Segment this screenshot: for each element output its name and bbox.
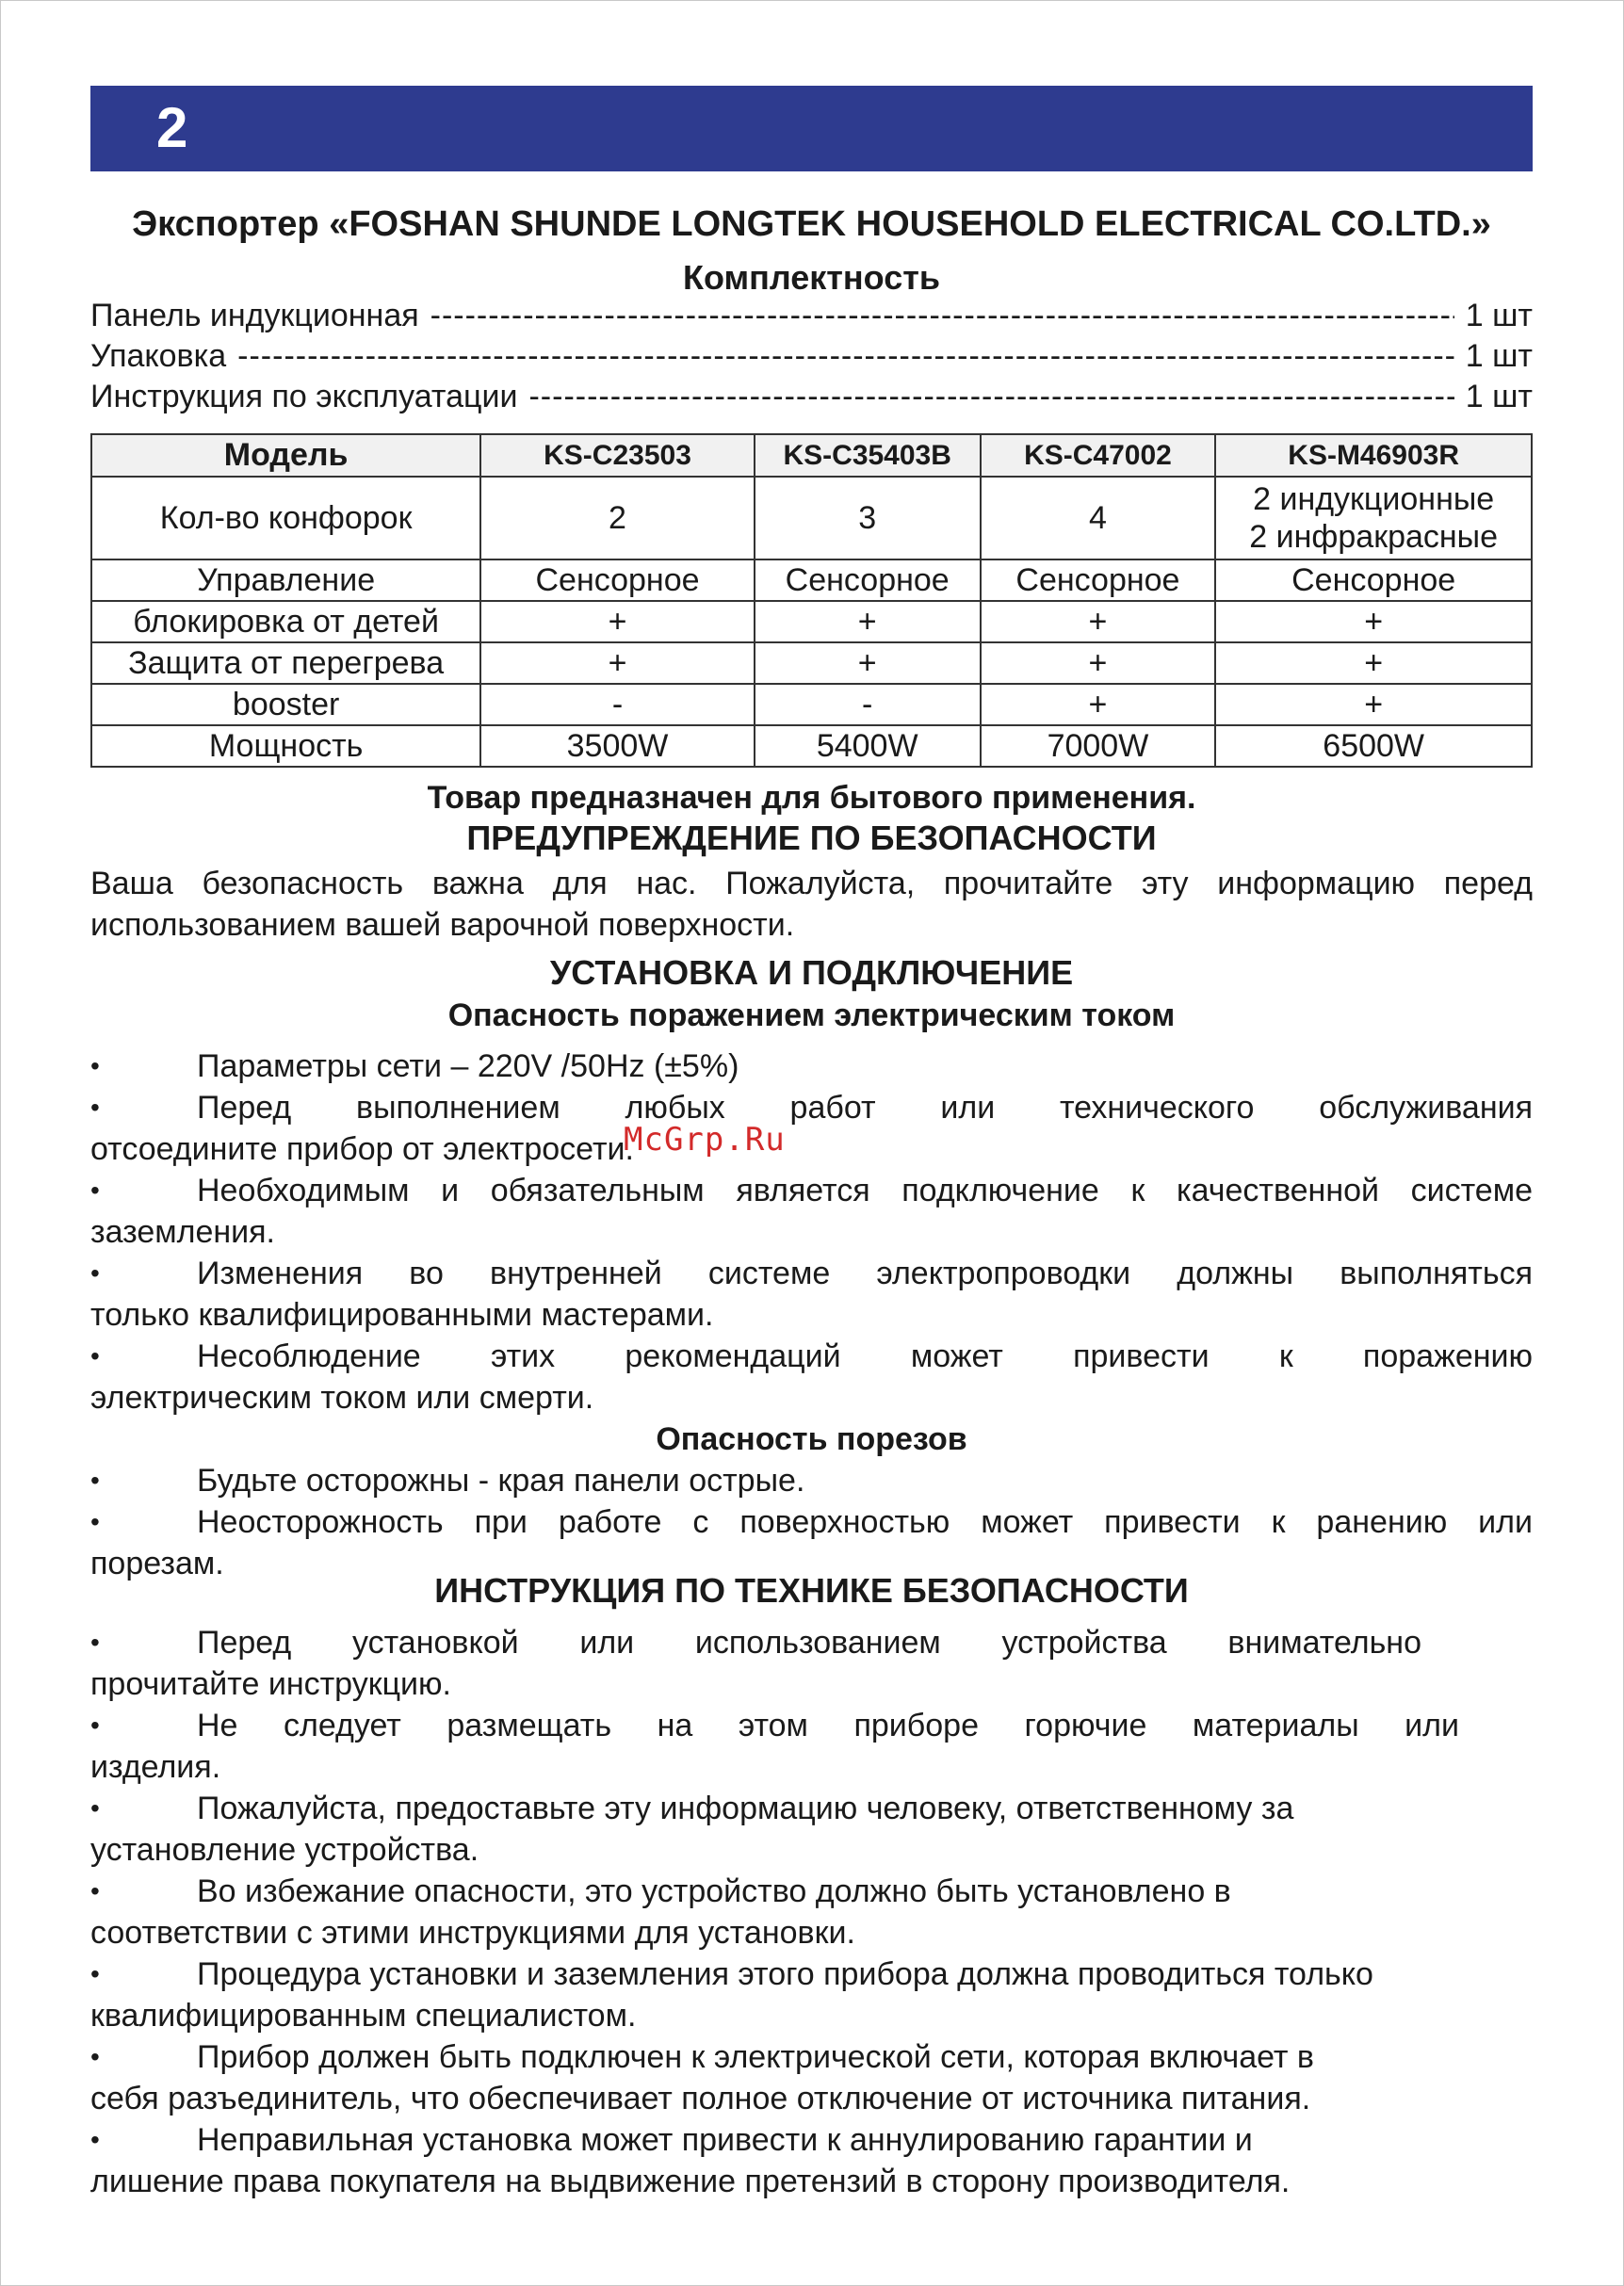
list-item-line: лишение права покупателя на выдвижение претензий в сторону производителя.	[90, 2164, 1291, 2199]
safety-warning-title: ПРЕДУПРЕЖДЕНИЕ ПО БЕЗОПАСНОСТИ	[466, 819, 1157, 857]
bullet: •	[90, 1093, 100, 1122]
spec-header-cell: KS-C47002	[981, 434, 1216, 477]
spec-row	[91, 559, 1532, 601]
spec-header-cell: KS-M46903R	[1215, 434, 1532, 477]
electric-hazard-title: Опасность поражением электрическим током	[447, 997, 1176, 1033]
spec-cell: +	[981, 601, 1216, 642]
list-item-line: Неправильная установка может привести к аннулированию гарантии и	[197, 2122, 1253, 2158]
kit-item-name: Инструкция по эксплуатации	[90, 379, 518, 414]
spec-cell: Сенсорное	[1215, 559, 1532, 601]
kit-title: Комплектность	[683, 258, 940, 297]
list-item-line: прочитайте инструкцию.	[90, 1666, 451, 1702]
bullet: •	[90, 1710, 100, 1740]
spec-row	[91, 477, 1532, 559]
list-item-line: Пожалуйста, предоставьте эту информацию человеку, ответственному за	[197, 1791, 1294, 1826]
list-item	[90, 1622, 1533, 1705]
list-item-line: соответствии с этими инструкциями для установки.	[90, 1915, 855, 1951]
leader-dots	[430, 297, 1454, 334]
spec-row	[91, 684, 1532, 725]
spec-row	[91, 725, 1532, 767]
list-item-line: порезам.	[90, 1546, 224, 1581]
safety-warning-text	[90, 863, 1533, 946]
list-item-line: Процедура установки и заземления этого прибора должна проводиться только	[197, 1956, 1373, 1992]
cut-hazard-title: Опасность порезов	[656, 1421, 967, 1457]
list-item	[90, 1705, 1533, 1788]
spec-row-label: Управление	[91, 559, 480, 601]
bullet: •	[90, 2042, 100, 2071]
bullet: •	[90, 1258, 100, 1288]
bullet: •	[90, 1341, 100, 1370]
list-item-line: Неосторожность при работе с поверхностью может привести к ранению или	[197, 1504, 1533, 1540]
text-line: использованием вашей варочной поверхности.	[90, 907, 795, 943]
list-item-line: квалифицированным специалистом.	[90, 1998, 637, 2034]
spec-cell: +	[981, 684, 1216, 725]
spec-row-label: Защита от перегрева	[91, 642, 480, 684]
spec-table	[90, 433, 1533, 768]
bullet: •	[90, 1628, 100, 1657]
spec-cell: +	[981, 642, 1216, 684]
spec-cell: +	[1215, 601, 1532, 642]
spec-row-label: Кол-во конфорок	[91, 477, 480, 559]
spec-cell: Сенсорное	[981, 559, 1216, 601]
watermark: McGrp.Ru	[624, 1121, 786, 1159]
list-item	[90, 1788, 1533, 1871]
bullet: •	[90, 1959, 100, 1988]
spec-row-label: блокировка от детей	[91, 601, 480, 642]
list-item-line: электрическим током или смерти.	[90, 1380, 594, 1416]
list-item	[90, 1253, 1533, 1336]
kit-item-name: Упаковка	[90, 338, 227, 374]
list-item-line: Во избежание опасности, это устройство должно быть установлено в	[197, 1873, 1231, 1909]
spec-cell: 5400W	[755, 725, 981, 767]
list-item-text: Параметры сети – 220V /50Hz (±5%)	[197, 1048, 739, 1084]
spec-header-cell: Модель	[91, 434, 480, 477]
kit-item	[90, 297, 1533, 334]
header-bar	[90, 86, 1533, 171]
spec-cell: Сенсорное	[755, 559, 981, 601]
list-item-line: Необходимым и обязательным является подключение к качественной системе	[197, 1173, 1533, 1208]
spec-cell: 7000W	[981, 725, 1216, 767]
list-item-line: только квалифицированными мастерами.	[90, 1297, 714, 1333]
spec-cell: -	[755, 684, 981, 725]
kit-item	[90, 378, 1533, 415]
spec-cell: Сенсорное	[480, 559, 755, 601]
spec-header-cell: KS-C23503	[480, 434, 755, 477]
list-item	[90, 1871, 1533, 1954]
spec-row	[91, 601, 1532, 642]
list-item-line: Не следует размещать на этом приборе горючие материалы или	[197, 1708, 1459, 1743]
kit-item-qty: 1 шт	[1465, 379, 1533, 414]
spec-row-label: booster	[91, 684, 480, 725]
list-item-line: заземления.	[90, 1214, 275, 1250]
installation-title: УСТАНОВКА И ПОДКЛЮЧЕНИЕ	[549, 953, 1074, 992]
list-item-line: Перед выполнением любых работ или технического обслуживания	[197, 1090, 1533, 1126]
list-item-text: Будьте осторожны - края панели острые.	[197, 1463, 805, 1499]
spec-row	[91, 642, 1532, 684]
list-item-line: Несоблюдение этих рекомендаций может привести к поражению	[197, 1338, 1533, 1374]
bullet: •	[90, 1051, 100, 1080]
list-item-line: Прибор должен быть подключен к электрической сети, которая включает в	[197, 2039, 1314, 2075]
list-item	[90, 2119, 1533, 2202]
list-item-line: отсоедините прибор от электросети.	[90, 1131, 634, 1167]
list-item	[90, 1170, 1533, 1253]
leader-dots	[528, 378, 1453, 415]
spec-cell: +	[480, 642, 755, 684]
spec-cell: +	[755, 642, 981, 684]
list-item	[90, 1046, 1533, 1087]
list-item-line: себя разъединитель, что обеспечивает полное отключение от источника питания.	[90, 2081, 1311, 2116]
list-item	[90, 1460, 1533, 1501]
list-item	[90, 1954, 1533, 2036]
page-number: 2	[156, 96, 188, 159]
spec-row-label: Мощность	[91, 725, 480, 767]
bullet: •	[90, 1466, 100, 1495]
bullet: •	[90, 1793, 100, 1823]
spec-header-cell: KS-C35403B	[755, 434, 981, 477]
spec-cell: 2	[480, 477, 755, 559]
text-line: Ваша безопасность важна для нас. Пожалуйста, прочитайте эту информацию перед	[90, 866, 1533, 901]
list-item	[90, 1336, 1533, 1419]
spec-cell: +	[480, 601, 755, 642]
bullet: •	[90, 1876, 100, 1905]
spec-cell: -	[480, 684, 755, 725]
kit-item	[90, 337, 1533, 375]
kit-item-qty: 1 шт	[1465, 338, 1533, 374]
spec-cell: 4	[981, 477, 1216, 559]
spec-cell: +	[1215, 642, 1532, 684]
list-item	[90, 1087, 1533, 1170]
spec-cell: 3	[755, 477, 981, 559]
list-item-line: установление устройства.	[90, 1832, 479, 1868]
spec-cell: 3500W	[480, 725, 755, 767]
bullet: •	[90, 1507, 100, 1536]
spec-cell: +	[1215, 684, 1532, 725]
bullet: •	[90, 2125, 100, 2154]
list-item	[90, 2036, 1533, 2119]
list-item-line: Изменения во внутренней системе электропроводки должны выполняться	[197, 1256, 1533, 1291]
leader-dots	[237, 337, 1454, 375]
household-note: Товар предназначен для бытового применения.	[427, 780, 1196, 816]
spec-cell: 2 индукционные 2 инфракрасные	[1215, 477, 1532, 559]
kit-item-name: Панель индукционная	[90, 298, 419, 333]
spec-cell: +	[755, 601, 981, 642]
safety-instructions-title: ИНСТРУКЦИЯ ПО ТЕХНИКЕ БЕЗОПАСНОСТИ	[434, 1571, 1189, 1610]
list-item-line: Перед установкой или использованием устройства внимательно	[197, 1625, 1421, 1661]
spec-cell: 6500W	[1215, 725, 1532, 767]
exporter-line: Экспортер «FOSHAN SHUNDE LONGTEK HOUSEHOLD ELECTRICAL CO.LTD.»	[132, 204, 1491, 244]
list-item-line: изделия.	[90, 1749, 221, 1785]
spec-header-row	[91, 434, 1532, 477]
bullet: •	[90, 1175, 100, 1205]
kit-item-qty: 1 шт	[1465, 298, 1533, 333]
